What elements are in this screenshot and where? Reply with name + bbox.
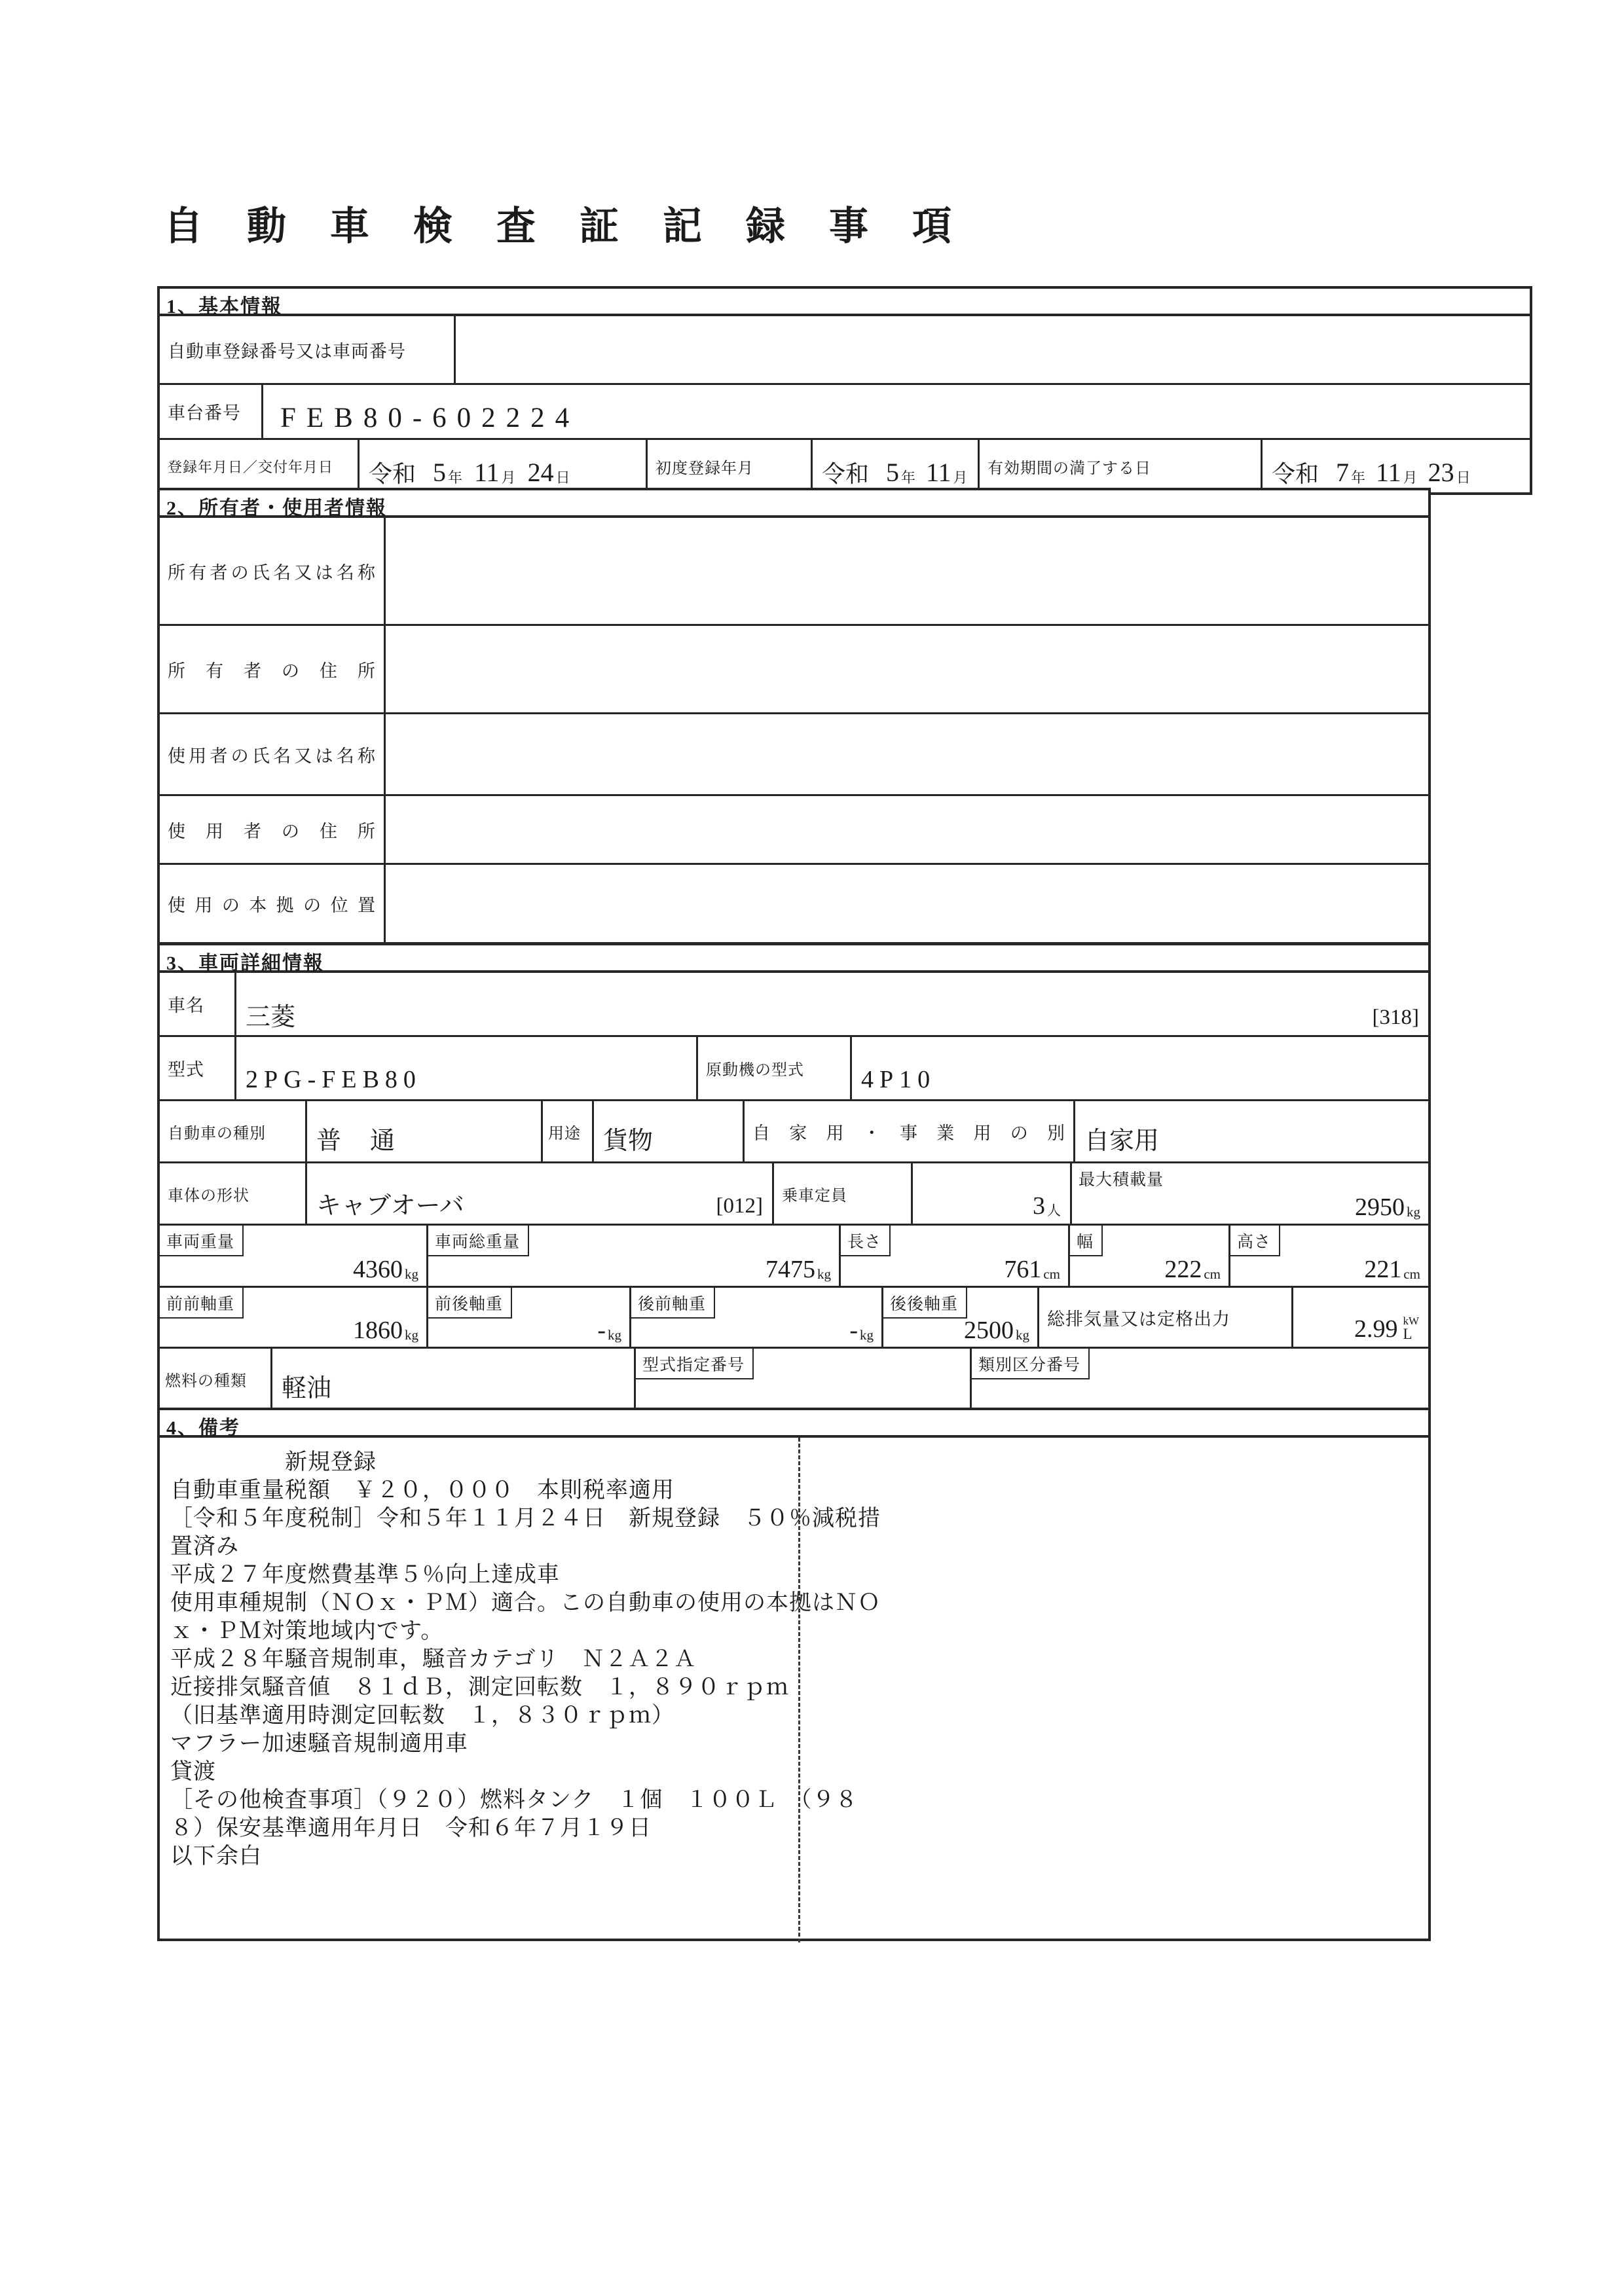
section-basic-header: 1、基本情報 [160,289,1530,316]
axle-rear-rear-label: 後後軸重 [883,1288,967,1319]
row-owner-address [160,626,1428,714]
row-user-name [160,714,1428,796]
first-registration-label: 初度登録年月 [648,440,813,492]
first-registration-year-unit: 年 [901,469,916,486]
section-vehicle-details [157,943,1431,1412]
user-address-label-text: 使用者の住所 [168,821,376,841]
remark-line: 新規登録 [170,1450,377,1474]
car-name-cell [236,973,1428,1035]
row-dates [160,440,1530,492]
first-registration-value [813,440,980,492]
max-load-label: 最大積載量 [1079,1171,1164,1189]
remark-line: 平成２７年度燃費基準５％向上達成車 [170,1563,560,1587]
remark-line: 近接排気騒音値 ８１ｄＢ，測定回転数 １，８９０ｒｐｍ [170,1675,789,1700]
section-basic-info [157,286,1532,495]
user-name-label-text: 使用者の氏名又は名称 [168,746,376,766]
use-label: 用途 [543,1101,594,1161]
user-name-value [386,714,1428,794]
row-registration-number [160,316,1530,385]
owner-address-value [386,626,1428,712]
owner-name-value [386,518,1428,624]
displacement-unit-kw: kW [1403,1315,1419,1327]
axle-front-rear-value: - [597,1317,606,1344]
remark-line: ８）保安基準適用年月日 令和６年７月１９日 [170,1816,652,1840]
axle-front-front-unit: kg [405,1326,418,1343]
ownership-label [745,1101,1075,1161]
displacement-unit-l: L [1403,1326,1412,1342]
expiry-date-year: 7 [1336,458,1350,487]
remark-line: 平成２８年騒音規制車，騒音カテゴリ Ｎ２Ａ２Ａ [170,1647,697,1671]
expiry-date-month: 11 [1376,458,1401,487]
remark-line: ［令和５年度税制］令和５年１１月２４日 新規登録 ５０％減税措 [170,1506,881,1531]
car-name-label: 車名 [160,973,236,1035]
width-value: 222 [1164,1256,1202,1283]
width-cell [1070,1226,1230,1286]
capacity-value: 3 [1033,1192,1045,1220]
width-value-group [1164,1257,1221,1282]
body-shape-cell [307,1163,774,1224]
remark-line: 自動車重量税額 ￥２０，０００ 本則税率適用 [170,1478,674,1503]
displacement-cell [1293,1288,1428,1347]
length-cell [841,1226,1070,1286]
type-designation-label: 型式指定番号 [636,1349,754,1379]
row-vehicle-kind [160,1101,1428,1163]
gross-weight-label: 車両総重量 [428,1226,529,1256]
registration-number-label: 自動車登録番号又は車両番号 [160,316,456,383]
axle-rear-front-label: 後前軸重 [631,1288,715,1319]
owner-name-label-text: 所有者の氏名又は名称 [168,562,376,583]
type-designation-cell [636,1349,972,1409]
displacement-unit-stack [1403,1315,1419,1341]
axle-rear-front-unit: kg [860,1326,874,1343]
model-label: 型式 [160,1037,236,1099]
vehicle-kind-label: 自動車の種別 [160,1101,307,1161]
row-axle-weights [160,1288,1428,1349]
registration-date-year: 5 [433,458,447,487]
width-label: 幅 [1070,1226,1103,1256]
gross-weight-cell [428,1226,841,1286]
registration-date-year-unit: 年 [448,469,463,486]
remark-line: ［その他検査事項］（９２０）燃料タンク １個 １００Ｌ （９８ [170,1788,858,1812]
expiry-date-label: 有効期間の満了する日 [980,440,1263,492]
remark-line: マフラー加速騒音規制適用車 [170,1732,468,1756]
axle-front-rear-label: 前後軸重 [428,1288,512,1319]
length-value: 761 [1004,1256,1042,1283]
axle-front-front-cell [160,1288,428,1347]
length-unit: cm [1043,1266,1060,1282]
first-registration-month: 11 [926,458,951,487]
remarks-box [160,1438,1428,1942]
height-cell [1230,1226,1428,1286]
gross-weight-unit: kg [817,1266,831,1282]
body-shape-value: キャブオーバ [316,1192,464,1220]
registration-date-day: 24 [527,458,554,487]
classification-cell [972,1349,1428,1409]
row-user-address [160,796,1428,865]
axle-rear-front-cell [631,1288,883,1347]
vehicle-kind-value: 普通 [307,1101,543,1161]
vehicle-weight-label: 車両重量 [160,1226,244,1256]
ownership-label-text: 自家用・事業用の別 [752,1123,1065,1143]
width-unit: cm [1204,1266,1221,1282]
body-shape-code: [012] [716,1194,763,1218]
axle-rear-front-value: - [849,1317,858,1344]
owner-address-label [160,626,386,712]
vehicle-weight-value-group [353,1257,418,1282]
registration-date-day-unit: 日 [555,469,570,486]
axle-front-rear-unit: kg [608,1326,621,1343]
fuel-type-label: 燃料の種類 [160,1349,272,1409]
user-address-label [160,796,386,863]
section-owner-info [157,488,1431,945]
vehicle-weight-cell [160,1226,428,1286]
row-car-name [160,973,1428,1037]
expiry-date-era: 令和 [1272,461,1320,487]
user-name-label [160,714,386,794]
remark-line: 使用車種規制（ＮＯｘ・ＰＭ）適合。この自動車の使用の本拠はＮＯ [170,1591,881,1615]
expiry-date-day-unit: 日 [1456,469,1471,486]
body-shape-label: 車体の形状 [160,1163,307,1224]
section-vehicle-header: 3、車両詳細情報 [160,945,1428,973]
remark-line: 貸渡 [170,1760,216,1784]
capacity-unit: 人 [1047,1202,1061,1218]
row-fuel [160,1349,1428,1409]
use-value: 貨物 [594,1101,745,1161]
page-title: 自 動 車 検 査 証 記 録 事 項 [164,205,969,248]
max-load-value-group [1355,1195,1420,1220]
axle-front-front-value-group [353,1318,418,1343]
section-remarks [157,1408,1431,1941]
registration-date-label: 登録年月日／交付年月日 [160,440,360,492]
section-owner-header: 2、所有者・使用者情報 [160,490,1428,518]
registration-date-era: 令和 [369,461,416,487]
capacity-label: 乗車定員 [774,1163,913,1224]
registration-number-value [456,316,1530,383]
expiry-date-month-unit: 月 [1403,469,1418,486]
axle-front-rear-cell [428,1288,631,1347]
axle-rear-rear-value-group [964,1318,1029,1343]
capacity-cell [913,1163,1072,1224]
gross-weight-value-group [766,1257,831,1282]
owner-address-label-text: 所有者の住所 [168,661,376,681]
height-value: 221 [1364,1256,1402,1283]
fuel-type-value: 軽油 [272,1349,636,1409]
expiry-date-year-unit: 年 [1351,469,1366,486]
remarks-dashed-divider [798,1438,800,1942]
height-unit: cm [1403,1266,1420,1282]
axle-front-front-label: 前前軸重 [160,1288,244,1319]
max-load-unit: kg [1407,1203,1420,1220]
registration-date-month-unit: 月 [501,469,516,486]
gross-weight-value: 7475 [766,1256,815,1283]
section-remarks-header: 4、備考 [160,1410,1428,1438]
row-model [160,1037,1428,1101]
row-chassis-number [160,385,1530,440]
car-name-code: [318] [1372,1006,1419,1029]
base-location-label-text: 使用の本拠の位置 [168,895,376,915]
base-location-value [386,865,1428,942]
displacement-value: 2.99 [1354,1315,1398,1343]
model-value: 2PG-FEB80 [236,1037,698,1099]
user-address-value [386,796,1428,863]
row-body-shape [160,1163,1428,1226]
height-value-group [1364,1257,1420,1282]
registration-date-month: 11 [474,458,500,487]
height-label: 高さ [1230,1226,1280,1256]
registration-date-value [360,440,648,492]
axle-front-front-value: 1860 [353,1317,403,1344]
remark-line: 置済み [170,1535,239,1559]
owner-name-label [160,518,386,624]
remark-line: （旧基準適用時測定回転数 １，８３０ｒｐｍ） [170,1704,674,1728]
remark-line: ｘ・ＰＭ対策地域内です。 [170,1619,444,1643]
max-load-cell [1072,1163,1428,1224]
row-base-location [160,865,1428,942]
expiry-date-day: 23 [1428,458,1454,487]
length-label: 長さ [841,1226,891,1256]
ownership-value: 自家用 [1084,1127,1160,1155]
axle-rear-rear-cell [883,1288,1039,1347]
axle-rear-rear-value: 2500 [964,1317,1014,1344]
first-registration-era: 令和 [822,461,870,487]
first-registration-year: 5 [886,458,900,487]
chassis-number-label: 車台番号 [160,385,263,438]
engine-model-value: 4P10 [861,1066,936,1093]
first-registration-month-unit: 月 [953,469,968,486]
row-weights-dimensions [160,1226,1428,1288]
vehicle-weight-unit: kg [405,1266,418,1282]
displacement-label: 総排気量又は定格出力 [1039,1288,1293,1347]
length-value-group [1004,1257,1060,1282]
engine-model-label: 原動機の型式 [698,1037,852,1099]
remark-line: 以下余白 [170,1844,262,1868]
car-name-value: 三菱 [246,1004,296,1031]
row-owner-name [160,518,1428,626]
chassis-number-value: FEB80-602224 [280,403,580,433]
expiry-date-value [1263,440,1530,492]
classification-label: 類別区分番号 [972,1349,1090,1379]
vehicle-weight-value: 4360 [353,1256,403,1283]
axle-front-rear-value-group [597,1318,621,1343]
axle-rear-rear-unit: kg [1016,1326,1029,1343]
max-load-value: 2950 [1355,1194,1405,1221]
base-location-label [160,865,386,942]
axle-rear-front-value-group [849,1318,874,1343]
